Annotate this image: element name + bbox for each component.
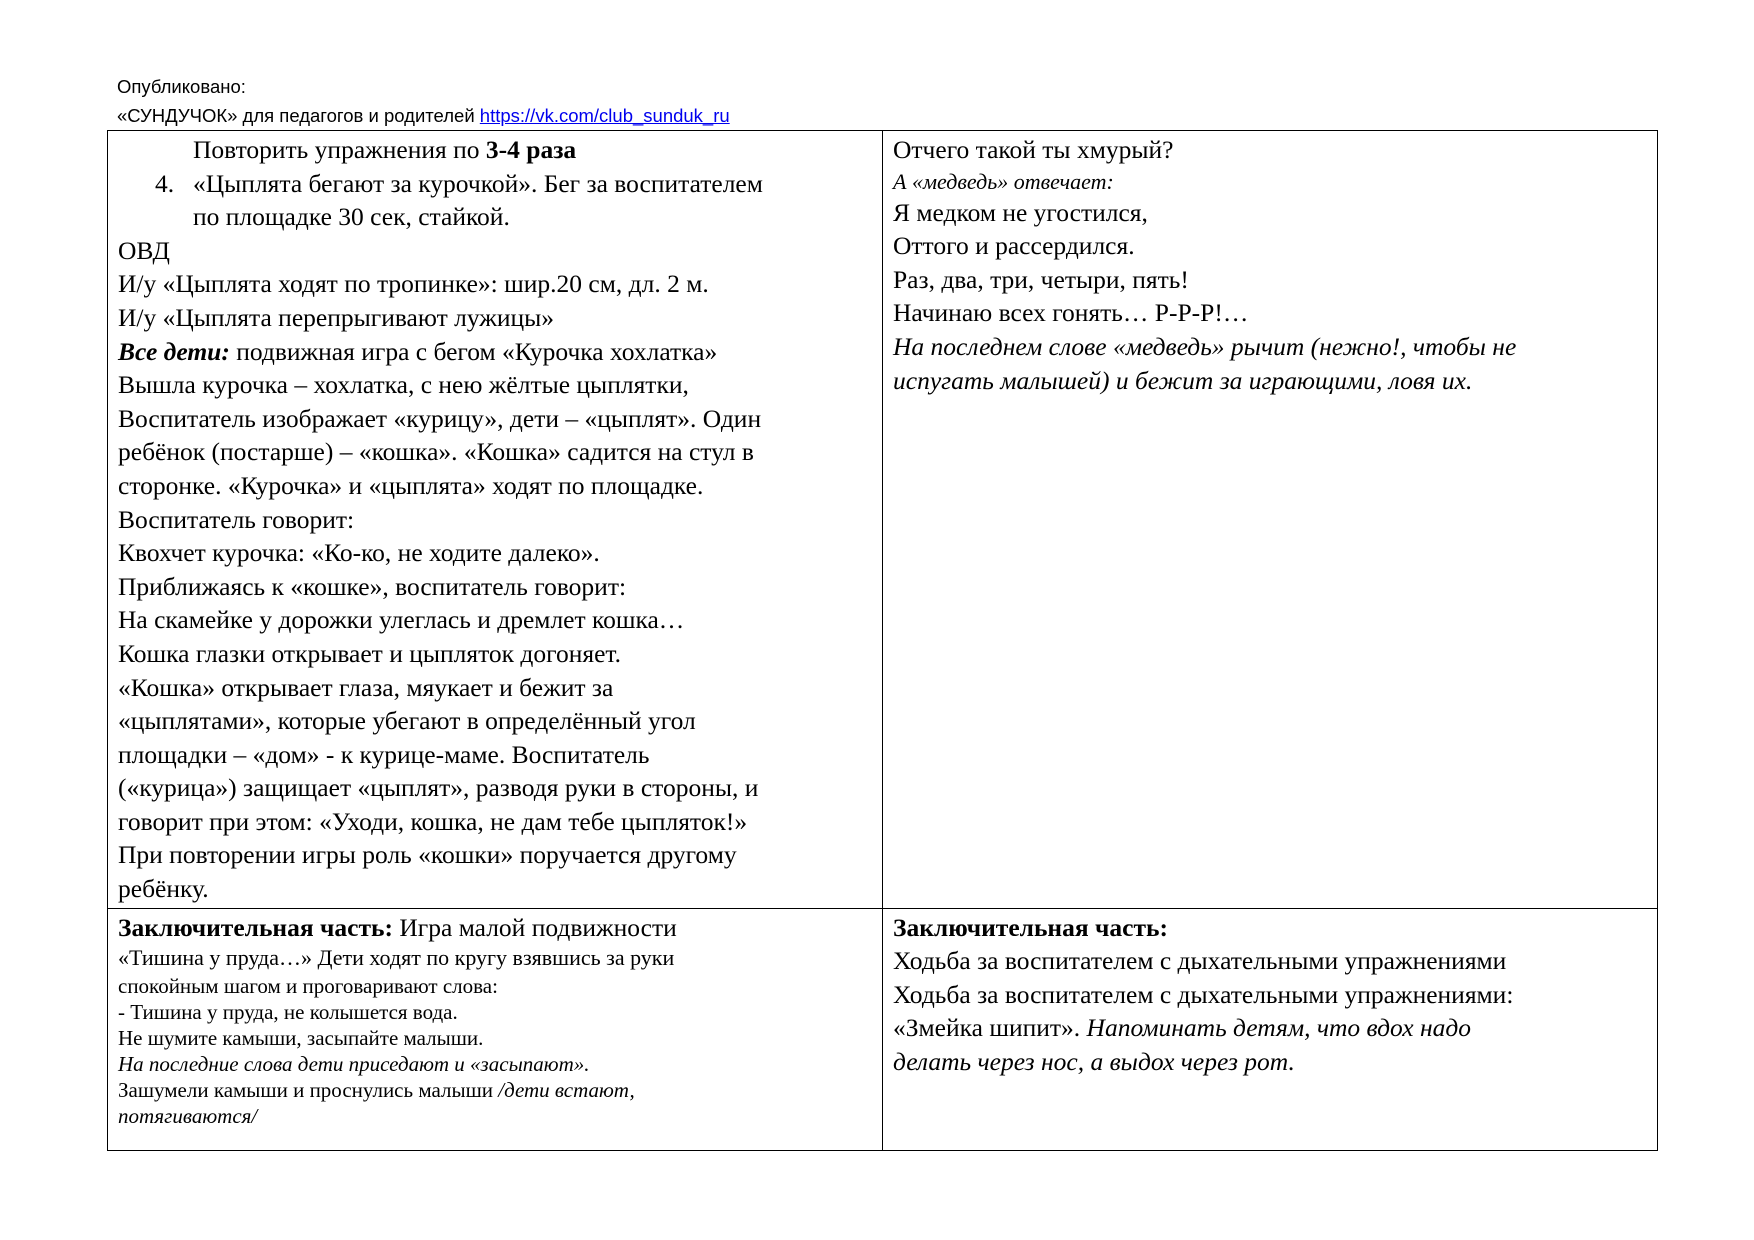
all-children-line: Все дети: подвижная игра с бегом «Курочка хохлатка» [118, 336, 718, 366]
text-line: Ходьба за воспитателем с дыхательными упражнениями: [893, 979, 1514, 1009]
text-line: («курица») защищает «цыплят», разводя руки в стороны, и [118, 773, 759, 803]
text-line: Зашумели камыши и проснулись малыши /дети встают, [118, 1077, 635, 1102]
lesson-table [107, 130, 1658, 1151]
site-text: «СУНДУЧОК» для педагогов и родителей [117, 105, 475, 126]
text-line: ребёнок (постарше) – «кошка». «Кошка» садится на стул в [118, 437, 754, 467]
site-link[interactable]: https://vk.com/club_sunduk_ru [479, 105, 730, 126]
text-line: На скамейке у дорожки улеглась и дремлет кошка… [118, 605, 685, 635]
text-line: Ходьба за воспитателем с дыхательными упражнениями [893, 946, 1507, 976]
text-line: спокойным шагом и проговаривают слова: [118, 973, 498, 998]
right-bottom-cell [883, 908, 1658, 1150]
publication-header [117, 72, 730, 130]
text-line: Квохчет курочка: «Ко-ко, не ходите далеко». [118, 538, 600, 568]
instruction-note: испугать малышей) и бежит за играющими, ловя их. [893, 365, 1473, 395]
text-line: Воспитатель говорит: [118, 504, 355, 534]
text-line: «Змейка шипит». Напоминать детям, что вдох надо [893, 1013, 1472, 1043]
text-line: При повторении игры роль «кошки» поручается другому [118, 840, 737, 870]
verse-line: Я медком не угостился, [893, 197, 1148, 227]
table-row [108, 131, 1658, 909]
item-4: 4. «Цыплята бегают за курочкой». Бег за воспитателем [118, 167, 874, 201]
right-top-cell [883, 131, 1658, 909]
verse-line: Отчего такой ты хмурый? [893, 135, 1174, 164]
text-line: Кошка глазки открывает и цыпляток догоняет. [118, 638, 622, 668]
final-part-heading: Заключительная часть: [893, 912, 1168, 942]
table-row [108, 908, 1658, 1150]
text-line: Вышла курочка – хохлатка, с нею жёлтые цыплятки, [118, 370, 689, 400]
published-label: Опубликовано: [117, 76, 246, 97]
text-line: ребёнку. [118, 874, 209, 904]
text-line: Не шумите камыши, засыпайте малыши. [118, 1025, 484, 1050]
verse-line: Оттого и рассердился. [893, 231, 1135, 261]
instruction-note: делать через нос, а выдох через рот. [893, 1047, 1295, 1077]
item-4-continuation: по площадке 30 сек, стайкой. [193, 202, 510, 232]
instruction-note: На последнем слове «медведь» рычит (нежно!, чтобы не [893, 331, 1517, 361]
instruction-note: потягиваются/ [118, 1103, 258, 1128]
text-line: «цыплятами», которые убегают в определённый угол [118, 706, 696, 736]
instruction-note: На последние слова дети приседают и «засыпают». [118, 1051, 590, 1076]
left-bottom-cell [108, 908, 883, 1150]
site-line [117, 101, 730, 130]
text-line: сторонке. «Курочка» и «цыплята» ходят по площадке. [118, 470, 704, 500]
repeat-line: Повторить упражнения по 3-4 раза [193, 135, 577, 164]
ovd-heading: ОВД [118, 235, 170, 265]
text-line: «Тишина у пруда…» Дети ходят по кругу взявшись за руки [118, 945, 675, 971]
text-line: говорит при этом: «Уходи, кошка, не дам тебе цыпляток!» [118, 806, 748, 836]
exercise-1: И/у «Цыплята ходят по тропинке»: шир.20 см, дл. 2 м. [118, 269, 709, 299]
left-top-cell [108, 131, 883, 909]
verse-line: Раз, два, три, четыри, пять! [893, 264, 1189, 294]
final-part-heading: Заключительная часть: Игра малой подвижности [118, 912, 677, 942]
verse-line: Начинаю всех гонять… Р-Р-Р!… [893, 298, 1249, 328]
bear-answers-note: А «медведь» отвечает: [893, 168, 1114, 194]
text-line: площадки – «дом» - к курице-маме. Воспитатель [118, 739, 650, 769]
item-4-number: 4. [155, 168, 175, 198]
text-line: «Кошка» открывает глаза, мяукает и бежит за [118, 672, 614, 702]
exercise-2: И/у «Цыплята перепрыгивают лужицы» [118, 302, 555, 332]
text-line: - Тишина у пруда, не колышется вода. [118, 999, 458, 1024]
text-line: Приближаясь к «кошке», воспитатель говорит: [118, 571, 627, 601]
text-line: Воспитатель изображает «курицу», дети – «цыплят». Один [118, 403, 762, 433]
